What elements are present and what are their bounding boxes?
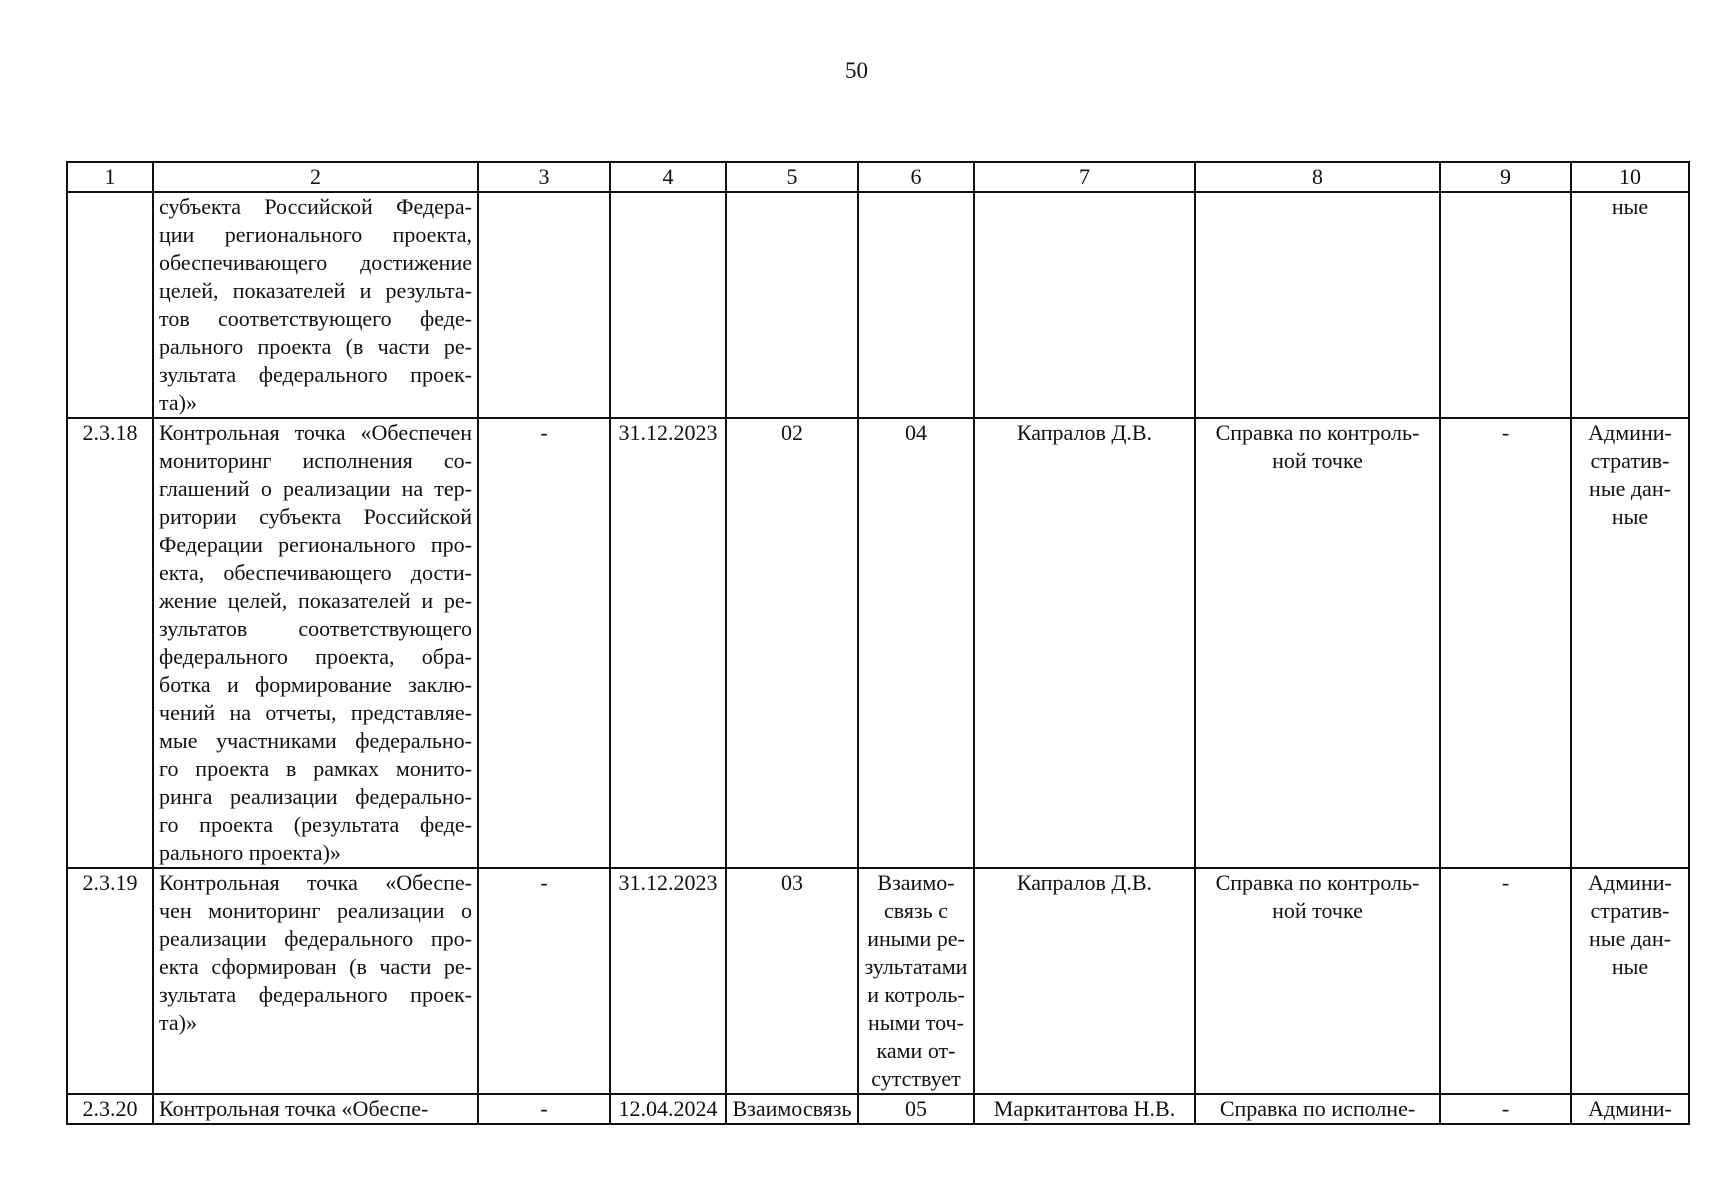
cell-name	[153, 192, 478, 418]
cell-text-line: чен мониторинг реализации о	[159, 898, 472, 923]
cell-responsible: Капралов Д.В.	[974, 868, 1195, 1094]
cell-text-line: ринга реализации федерально-	[159, 784, 472, 809]
cell-source	[1571, 1094, 1689, 1124]
cell-source	[1571, 192, 1689, 418]
cell-date: 31.12.2023	[610, 418, 726, 868]
cell-col5	[726, 192, 858, 418]
cell-text-line: го проекта в рамках монито-	[159, 756, 472, 781]
cell-source	[1571, 868, 1689, 1094]
cell-text-line: стратив-	[1590, 448, 1670, 473]
cell-text-line: Справка по контроль-	[1215, 420, 1420, 445]
cell-date: 31.12.2023	[610, 868, 726, 1094]
header-row	[67, 162, 1689, 192]
cell-text-line: обеспечивающего достижение	[159, 250, 472, 275]
cell-col9: -	[1440, 418, 1571, 868]
cell-text-line: зультатов соответствующего	[159, 616, 472, 641]
cell-text-line: го проекта (результата феде-	[159, 812, 472, 837]
cell-text-line: иными ре-	[867, 926, 965, 951]
cell-col3: -	[478, 1094, 610, 1124]
cell-number: 2.3.20	[67, 1094, 153, 1124]
cell-col5: Взаимосвязь	[726, 1094, 858, 1124]
cell-col3	[478, 192, 610, 418]
cell-name	[153, 868, 478, 1094]
cell-text-line: Контрольная точка «Обеспе-	[159, 870, 472, 895]
cell-text-line: Админи-	[1588, 870, 1672, 895]
cell-text-line: жение целей, показателей и ре-	[159, 588, 472, 613]
column-header-1: 1	[67, 162, 153, 192]
cell-col6	[858, 418, 974, 868]
cell-date	[610, 192, 726, 418]
cell-text-line: Админи-	[1588, 420, 1672, 445]
cell-text-line: рального проекта (в части ре-	[159, 334, 472, 359]
cell-text-line: связь с	[884, 898, 948, 923]
cell-number: 2.3.18	[67, 418, 153, 868]
cell-name	[153, 1094, 478, 1124]
cell-text-line: ритории субъекта Российской	[159, 504, 472, 529]
cell-text-line: ными точ-	[868, 1010, 964, 1035]
page-number: 50	[845, 58, 868, 83]
cell-document	[1195, 192, 1440, 418]
cell-text-line: ной точке	[1272, 448, 1363, 473]
cell-text-line: глашений о реализации на тер-	[159, 476, 472, 501]
cell-document	[1195, 868, 1440, 1094]
cell-text-line: сутствует	[871, 1066, 961, 1091]
cell-responsible: Капралов Д.В.	[974, 418, 1195, 868]
column-header-9: 9	[1440, 162, 1571, 192]
cell-text-line: Админи-	[1588, 1096, 1672, 1121]
cell-text-line: тов соответствующего феде-	[159, 306, 472, 331]
cell-document	[1195, 418, 1440, 868]
table-row	[67, 192, 1689, 418]
cell-text-line: и котроль-	[867, 982, 965, 1007]
cell-text-line: зультата федерального проек-	[159, 982, 472, 1007]
cell-source	[1571, 418, 1689, 868]
cell-text-line: Взаимо-	[877, 870, 955, 895]
cell-text-line: ные дан-	[1589, 476, 1671, 501]
cell-text-line: субъекта Российской Федера-	[159, 194, 472, 219]
cell-text-line: ботка и формирование заклю-	[159, 672, 472, 697]
cell-text-line: ные дан-	[1589, 926, 1671, 951]
cell-col3: -	[478, 868, 610, 1094]
cell-text-line: ные	[1611, 194, 1649, 219]
column-header-7: 7	[974, 162, 1195, 192]
table-body	[67, 192, 1689, 1124]
cell-name	[153, 418, 478, 868]
cell-col3: -	[478, 418, 610, 868]
cell-col5: 03	[726, 868, 858, 1094]
cell-responsible: Маркитантова Н.В.	[974, 1094, 1195, 1124]
cell-text-line: ные	[1611, 504, 1649, 529]
cell-responsible	[974, 192, 1195, 418]
cell-text-line: Справка по исполне-	[1219, 1096, 1416, 1121]
table-row	[67, 418, 1689, 868]
column-header-10: 10	[1571, 162, 1689, 192]
table-row	[67, 868, 1689, 1094]
cell-col9: -	[1440, 868, 1571, 1094]
column-header-3: 3	[478, 162, 610, 192]
cell-col6	[858, 1094, 974, 1124]
cell-col9: -	[1440, 1094, 1571, 1124]
cell-document	[1195, 1094, 1440, 1124]
column-header-5: 5	[726, 162, 858, 192]
cell-number	[67, 192, 153, 418]
column-header-2: 2	[153, 162, 478, 192]
cell-text-line: Контрольная точка «Обеспе-	[159, 1096, 429, 1121]
cell-text-line: чений на отчеты, представляе-	[159, 700, 472, 725]
cell-col5: 02	[726, 418, 858, 868]
column-header-4: 4	[610, 162, 726, 192]
cell-text-line: рального проекта)»	[159, 840, 341, 865]
cell-text-line: 04	[905, 420, 927, 445]
cell-text-line: мые участниками федерально-	[159, 728, 472, 753]
cell-col9	[1440, 192, 1571, 418]
table-row	[67, 1094, 1689, 1124]
cell-text-line: екта сформирован (в части ре-	[159, 954, 472, 979]
cell-text-line: Федерации регионального про-	[159, 532, 472, 557]
cell-text-line: федерального проекта, обра-	[159, 644, 472, 669]
cell-text-line: та)»	[159, 390, 197, 415]
cell-text-line: екта, обеспечивающего дости-	[159, 560, 472, 585]
cell-col6	[858, 868, 974, 1094]
column-header-8: 8	[1195, 162, 1440, 192]
cell-text-line: та)»	[159, 1010, 197, 1035]
cell-text-line: зультатами	[864, 954, 968, 979]
cell-text-line: Контрольная точка «Обеспечен	[159, 420, 472, 445]
cell-text-line: ной точке	[1272, 898, 1363, 923]
cell-col6	[858, 192, 974, 418]
milestone-table	[66, 161, 1690, 1125]
cell-number: 2.3.19	[67, 868, 153, 1094]
column-header-6: 6	[858, 162, 974, 192]
cell-text-line: зультата федерального проек-	[159, 362, 472, 387]
cell-text-line: ции регионального проекта,	[159, 222, 472, 247]
cell-text-line: реализации федерального про-	[159, 926, 472, 951]
cell-text-line: мониторинг исполнения со-	[159, 448, 472, 473]
cell-text-line: ные	[1611, 954, 1649, 979]
cell-text-line: Справка по контроль-	[1215, 870, 1420, 895]
cell-text-line: стратив-	[1590, 898, 1670, 923]
cell-date: 12.04.2024	[610, 1094, 726, 1124]
cell-text-line: 05	[905, 1096, 927, 1121]
cell-text-line: целей, показателей и результа-	[159, 278, 472, 303]
cell-text-line: ками от-	[876, 1038, 956, 1063]
